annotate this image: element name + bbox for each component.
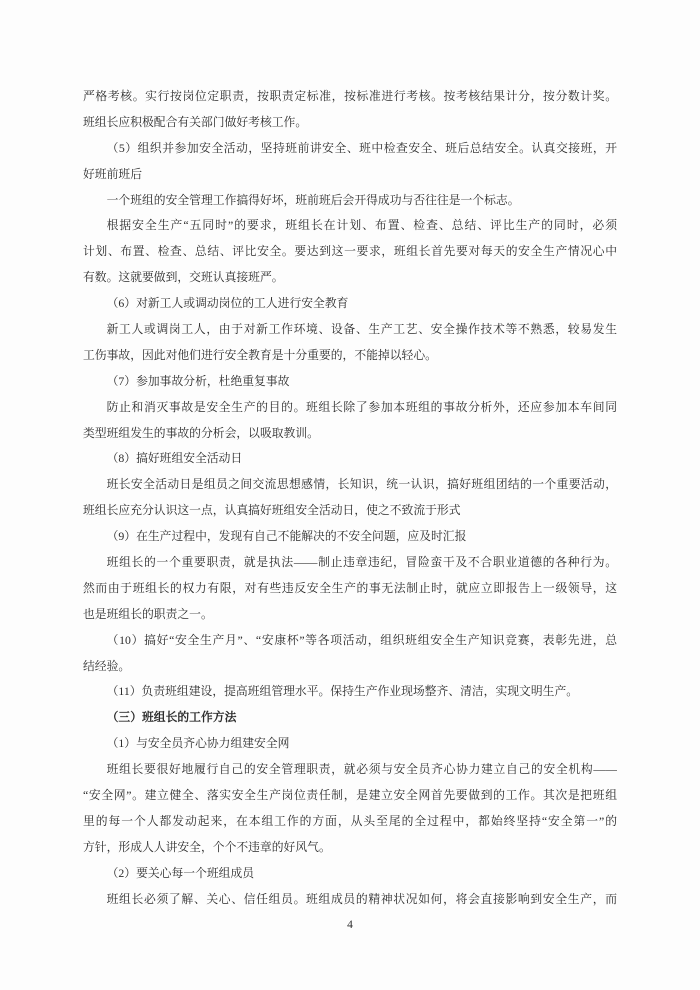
text-line: （10）搞好“安全生产月”、“安康杯”等各项活动，组织班组安全生产知识竞赛，表彰先进，总 — [106, 632, 617, 647]
text-line: （9）在生产过程中，发现有自己不能解决的不安全问题，应及时汇报 — [106, 529, 467, 544]
text-line: 里的每一个人都发动起来，在本组工作的方面，从头至尾的全过程中，都始终坚持“安全第一”的 — [83, 813, 617, 828]
text-line: （6）对新工人或调动岗位的工人进行安全教育 — [106, 296, 349, 311]
text-line: 一个班组的安全管理工作搞得好坏，班前班后会开得成功与否往往是一个标志。 — [106, 192, 520, 207]
text-line: 结经验。 — [83, 658, 131, 673]
text-line: 班长安全活动日是组员之间交流思想感情，长知识，统一认识，搞好班组团结的一个重要活动， — [106, 477, 617, 492]
text-line: 新工人或调岗工人，由于对新工作环境、设备、生产工艺、安全操作技术等不熟悉，较易发生 — [106, 322, 617, 337]
text-line: 班组长必须了解、关心、信任组员。班组成员的精神状况如何，将会直接影响到安全生产，而 — [106, 891, 617, 906]
text-line: 类型班组发生的事故的分析会，以吸取教训。 — [83, 425, 319, 440]
text-line: （8）搞好班组安全活动日 — [106, 451, 243, 466]
text-line: 班组长的一个重要职责，就是执法——制止违章违纪，冒险蛮干及不合职业道德的各种行为。 — [106, 555, 617, 570]
text-line: 也是班组长的职责之一。 — [83, 606, 213, 621]
text-line: 工伤事故，因此对他们进行安全教育是十分重要的，不能掉以轻心。 — [83, 347, 437, 362]
text-line: 班组长应充分认识这一点，认真搞好班组安全活动日，使之不致流于形式 — [83, 503, 461, 518]
text-line: 有数。这就要做到，交班认真接班严。 — [83, 270, 284, 285]
text-line: 好班前班后 — [83, 166, 142, 181]
text-line: （7）参加事故分析，杜绝重复事故 — [106, 373, 290, 388]
page-number: 4 — [347, 919, 353, 931]
text-line: 然而由于班组长的权力有限，对有些违反安全生产的事无法制止时，就应立即报告上一级领导，这 — [83, 580, 617, 595]
text-line: 班组长要很好地履行自己的安全管理职责，就必须与安全员齐心协力建立自己的安全机构—— — [106, 762, 617, 777]
text-line: （5）组织并参加安全活动，坚持班前讲安全、班中检查安全、班后总结安全。认真交接班，开 — [106, 140, 617, 155]
page-body — [83, 84, 617, 913]
text-line: （2）要关心每一个班组成员 — [106, 865, 255, 880]
text-line: 防止和消灭事故是安全生产的目的。班组长除了参加本班组的事故分析外，还应参加本车间同 — [106, 399, 617, 414]
text-line: 严格考核。实行按岗位定职责，按职责定标准，按标准进行考核。按考核结果计分，按分数计奖。 — [83, 89, 617, 103]
text-line: “安全网”。建立健全、落实安全生产岗位责任制，是建立安全网首先要做到的工作。其次是把班组 — [83, 788, 617, 803]
text-line: 计划、布置、检查、总结、评比安全。要达到这一要求，班组长首先要对每天的安全生产情况心中 — [83, 244, 617, 259]
section-heading: （三）班组长的工作方法 — [106, 710, 237, 725]
text-line: 班组长应积极配合有关部门做好考核工作。 — [83, 114, 308, 129]
text-line: 根据安全生产“五同时”的要求，班组长在计划、布置、检查、总结、评比生产的同时，必须 — [106, 218, 617, 233]
text-line: （11）负责班组建设，提高班组管理水平。保持生产作业现场整齐、清洁，实现文明生产。 — [106, 684, 579, 699]
text-line: 方针，形成人人讲安全，个个不违章的好风气。 — [83, 839, 331, 854]
text-line: （1）与安全员齐心协力组建安全网 — [106, 736, 290, 751]
